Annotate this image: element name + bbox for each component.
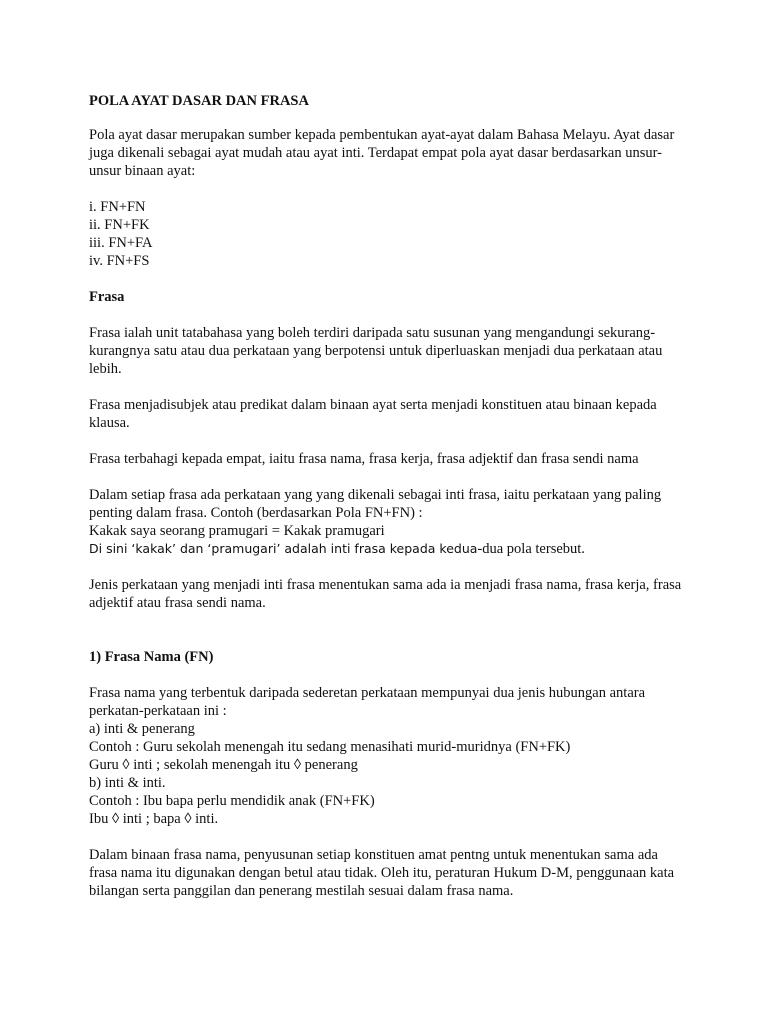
pattern-item: iii. FN+FA — [89, 235, 153, 251]
example-explanation — [89, 540, 688, 558]
pattern-list — [89, 198, 688, 270]
intro-paragraph: Pola ayat dasar merupakan sumber kepada pembentukan ayat-ayat dalam Bahasa Melayu. Ayat dasar juga dikenali sebagai ayat mudah atau ayat inti. Terdapat empat pola ayat dasar berdasarkan unsur-unsur binaan ayat: — [89, 127, 675, 179]
frasa-heading: Frasa — [89, 289, 125, 305]
frasa-nama-line: Contoh : Guru sekolah menengah itu sedang menasihati murid-muridnya (FN+FK) — [89, 739, 571, 755]
frasa-nama-line: Frasa nama yang terbentuk daripada sederetan perkataan mempunyai dua jenis hubungan antara perkatan-perkataan ini : — [89, 685, 646, 719]
frasa-nama-paragraph — [89, 684, 688, 828]
frasa-paragraph-2: Frasa menjadisubjek atau predikat dalam binaan ayat serta menjadi konstituen atau binaan kepada klausa. — [89, 397, 657, 431]
document-title: POLA AYAT DASAR DAN FRASA — [89, 93, 309, 109]
frasa-paragraph-3: Frasa terbahagi kepada empat, iaitu frasa nama, frasa kerja, frasa adjektif dan frasa sendi nama — [89, 451, 639, 467]
pattern-item: iv. FN+FS — [89, 253, 150, 269]
frasa-nama-closing-paragraph: Dalam binaan frasa nama, penyusunan setiap konstituen amat pentng untuk menentukan sama ada frasa nama itu digunakan dengan betul atau tidak. Oleh itu, peraturan Hukum D-M, penggunaan kata bilangan serta panggilan dan penerang mestilah sesuai dalam frasa nama. — [89, 847, 675, 899]
frasa-paragraph-5: Jenis perkataan yang menjadi inti frasa menentukan sama ada ia menjadi frasa nama, frasa kerja, frasa adjektif atau frasa sendi nama. — [89, 577, 682, 611]
pattern-item: i. FN+FN — [89, 199, 146, 215]
frasa-nama-line: Guru ◊ inti ; sekolah menengah itu ◊ penerang — [89, 757, 358, 773]
example-sentence: Kakak saya seorang pramugari = Kakak pramugari — [89, 523, 385, 539]
pattern-item: ii. FN+FK — [89, 217, 150, 233]
frasa-nama-line: Ibu ◊ inti ; bapa ◊ inti. — [89, 811, 219, 827]
example-explanation-end: -dua pola tersebut. — [477, 541, 585, 557]
example-explanation-sans: Di sini ‘kakak’ dan ‘pramugari’ adalah inti frasa kepada kedua — [89, 541, 478, 556]
frasa-paragraph-1: Frasa ialah unit tatabahasa yang boleh terdiri daripada satu susunan yang mengandungi sekurang-kurangnya satu atau dua perkataan yang berpotensi untuk diperluaskan menjadi dua perkataan atau lebih. — [89, 325, 663, 377]
frasa-nama-line: b) inti & inti. — [89, 775, 166, 791]
inti-frasa-definition: Dalam setiap frasa ada perkataan yang yang dikenali sebagai inti frasa, iaitu perkataan yang paling penting dalam frasa. Contoh (berdasarkan Pola FN+FN) : — [89, 487, 662, 521]
frasa-paragraph-4 — [89, 486, 688, 558]
frasa-nama-line: Contoh : Ibu bapa perlu mendidik anak (FN+FK) — [89, 793, 375, 809]
frasa-nama-line: a) inti & penerang — [89, 721, 195, 737]
frasa-nama-heading: 1) Frasa Nama (FN) — [89, 649, 214, 665]
